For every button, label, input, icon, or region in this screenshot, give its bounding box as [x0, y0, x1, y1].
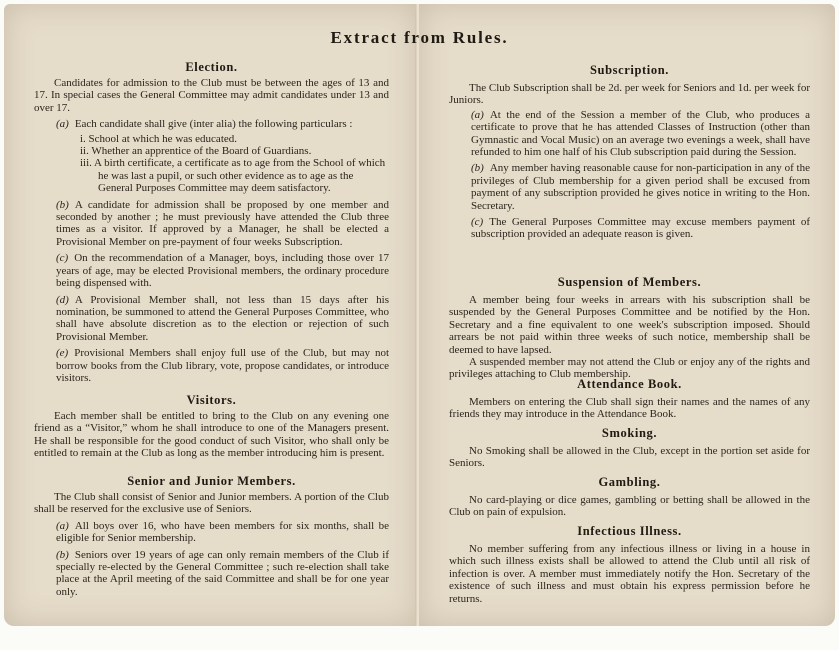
attendance-section [449, 377, 810, 421]
visitors-heading: Visitors. [186, 393, 237, 407]
illness-heading: Infectious Illness. [577, 524, 682, 538]
subscription-intro: The Club Subscription shall be 2d. per week for Seniors and 1d. per week for Juniors. [449, 82, 810, 107]
smoking-heading: Smoking. [601, 426, 658, 440]
members-section [34, 474, 389, 598]
election-rule-b: (b) A candidate for admission shall be proposed by one member and seconded by another ; he must previously have attended the Club three times as a visitor. If approved by a Manager, he shall be elected a Provisional Member on pre-payment of four weeks Subscription. [56, 198, 389, 248]
election-rule-a-list [80, 133, 389, 195]
members-intro: The Club shall consist of Senior and Junior members. A portion of the Club shall be reserved for the exclusive use of Seniors. [34, 491, 389, 516]
election-rule-a: (a) Each candidate shall give (inter alia) the following particulars : [56, 118, 353, 131]
page-title: Extract from Rules. [330, 28, 509, 47]
suspension-heading: Suspension of Members. [557, 275, 702, 289]
booklet [4, 4, 835, 628]
visitors-text: Each member shall be entitled to bring to the Club on any evening one friend as a “Visitor,” whom he shall introduce to one of the Managers present. He shall be responsible for the good conduct of such Visitor, who shall only be entitled to remain at the Club as long as the member introducing him is present. [34, 410, 389, 460]
subscription-rule-b: (b) Any member having reasonable cause for non-participation in any of the privileges of Club membership for a given period shall be excused from payment of any subscription provided he gives notice in writing to the Hon. Secretary. [471, 162, 810, 212]
members-heading: Senior and Junior Members. [127, 474, 296, 488]
election-rule-a-i: i. School at which he was educated. [80, 132, 238, 145]
smoking-section [449, 426, 810, 470]
suspension-section [449, 275, 810, 381]
visitors-section [34, 393, 389, 460]
members-rule-b: (b) Seniors over 19 years of age can only remain members of the Club if specially re-elected by the General Committee ; such re-election shall take place at the April meeting of the said Committee and shall be for one year only. [56, 548, 389, 598]
election-rule-e: (e) Provisional Members shall enjoy full use of the Club, but may not borrow books from the Club library, vote, propose candidates, or introduce visitors. [56, 347, 389, 384]
gambling-heading: Gambling. [598, 475, 661, 489]
gambling-section [449, 475, 810, 519]
subscription-heading: Subscription. [589, 63, 669, 77]
election-rule-d: (d) A Provisional Member shall, not less than 15 days after his nomination, be summoned to attend the General Purposes Committee, who shall have absolute discretion as to the election or rejection of such Provisional Member. [56, 293, 389, 343]
election-heading: Election. [185, 60, 238, 74]
illness-text: No member suffering from any infectious illness or living in a house in which such illness exists shall be allowed to attend the Club until all risk of infection is over. A member must immediately notify the Hon. Secretary of the existence of such illness and must obtain his express permission before he returns. [449, 543, 810, 605]
subscription-rule-a: (a) At the end of the Session a member of the Club, who produces a certificate to prove that he has attended Classes of Instruction (other than Gymnastic and Vocal Music) on an average two evenings a week, shall have refunded to him one half of his Club subscription paid during the Session. [471, 108, 810, 159]
right-page [419, 4, 835, 626]
election-rule-a-ii: ii. Whether an apprentice of the Board of Guardians. [80, 145, 312, 158]
members-rule-a: (a) All boys over 16, who have been members for six months, shall be eligible for Senior membership. [56, 519, 389, 545]
election-rule-c: (c) On the recommendation of a Manager, boys, including those over 17 years of age, may be elected Provisional members, the ordinary procedure being dispensed with. [56, 252, 389, 290]
election-intro: Candidates for admission to the Club must be between the ages of 13 and 17. In special cases the General Committee may admit candidates under 13 and over 17. [34, 77, 389, 114]
smoking-text: No Smoking shall be allowed in the Club, except in the portion set aside for Seniors. [449, 445, 810, 470]
election-rule-a-iii: iii. A birth certificate, a certificate as to age from the School of which he was last a pupil, or such other evidence as to age as the General Purposes Committee may deem satisfactory. [80, 157, 386, 195]
illness-section [449, 524, 810, 605]
attendance-heading: Attendance Book. [577, 377, 682, 391]
subscription-section [449, 63, 810, 241]
suspension-text-1: A member being four weeks in arrears with his subscription shall be suspended by the General Purposes Committee and be notified by the Hon. Secretary and a fine equivalent to one week's subscription imposed. Should arrears be not paid within three weeks of such notice, membership shall be deemed to have lapsed. [449, 294, 810, 356]
suspension-text-2: A suspended member may not attend the Club or enjoy any of the rights and privileges attaching to Club membership. [449, 356, 810, 381]
left-page [4, 4, 417, 626]
attendance-text: Members on entering the Club shall sign their names and the names of any friends they may introduce in the Attendance Book. [449, 396, 810, 421]
gambling-text: No card-playing or dice games, gambling or betting shall be allowed in the Club on pain of expulsion. [449, 494, 810, 519]
election-section [34, 60, 389, 384]
subscription-rule-c: (c) The General Purposes Committee may excuse members payment of subscription provided an adequate reason is given. [471, 216, 810, 241]
